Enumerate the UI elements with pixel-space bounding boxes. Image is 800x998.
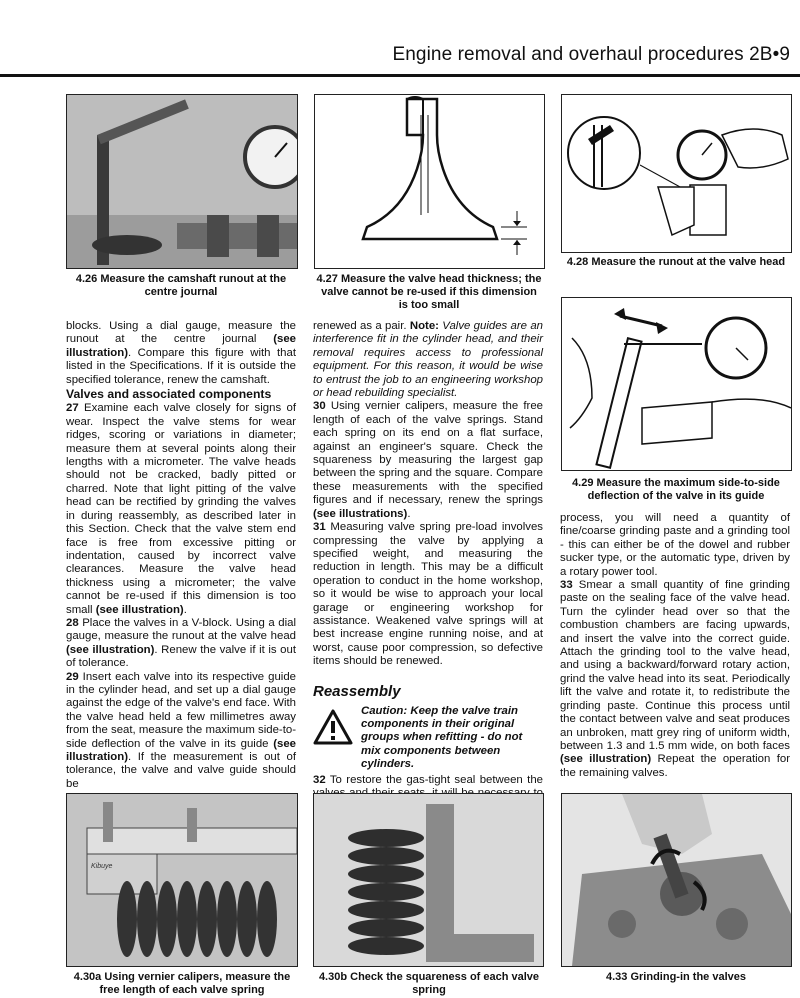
caution-box — [313, 705, 543, 772]
warning-triangle-icon — [313, 709, 353, 745]
photo-spring-squareness — [313, 793, 544, 967]
paragraph-28: 28 Place the valves in a V-block. Using a dial gauge, measure the runout at the valve head (see illustration). Renew the valve if it is out of tolerance. — [66, 616, 296, 670]
paragraph-29: 29 Insert each valve into its respective guide in the cylinder head, and set up a dial gauge against the edge of the valve's end face. With the valve head held a few millimetres away from the seat, measure the maximum side-to-side deflection of the valve in its guide (see illustration). If the measurement is out of tolerance, the valve and valve guide should be — [66, 670, 296, 790]
section-heading-reassembly: Reassembly — [313, 682, 401, 700]
paragraph-32: 32 To restore the gas-tight seal between the — [313, 773, 543, 786]
caption-fig-4-29: 4.29 Measure the maximum side-to-side deflection of the valve in its guide — [572, 477, 780, 502]
text-column-2 — [313, 320, 543, 814]
paragraph-process: process, you will need a quantity of fine/coarse grinding paste and a grinding tool - this can either be of the dowel and rubber sucker type, or the automatic type, driven by a rotary power tool. — [560, 512, 790, 578]
caption-fig-4-30a: 4.30a Using vernier calipers, measure the free length of each valve spring — [73, 971, 291, 996]
diagram-valve-deflection — [561, 297, 792, 471]
paragraph-blocks: blocks. Using a dial gauge, measure the runout at the centre journal (see illustration). Compare this figure with that listed in the Specifications. If it is outside the specified tolerance, renew the camshaft. — [66, 320, 296, 386]
subheading-valves: Valves and associated components — [66, 387, 272, 402]
paragraph-31: 31 Measuring valve spring pre-load involves compressing the valve by applying a specified weight, and measuring the reduction in length. This may be a difficult operation to conduct in the home workshop, so it would be wise to approach your local garage or engineering workshop for assistance. Weakened valve springs will at best increase engine running noise, and at worst, cause poor compression, so defective items should be renewed. — [313, 521, 543, 668]
diagram-valve-head-runout — [561, 94, 792, 253]
caution-text: Caution: Keep the valve train components in their original groups when refitting - do not mix components between cylinders. — [361, 704, 523, 771]
paragraph-renewed: renewed as a pair. Note: Valve guides are an interference fit in the cylinder head, and their removal requires access to professional equipment. For this reason, it would be wise to entrust the job to an engineering workshop or head rebuilding specialist. — [313, 320, 543, 400]
diagram-valve-head-thickness — [314, 94, 545, 269]
caption-fig-4-33: 4.33 Grinding-in the valves — [606, 971, 746, 983]
paragraph-33: 33 Smear a small quantity of fine grinding paste on the sealing face of the valve head. Turn the cylinder head over so that the combustion chambers are facing upwards, and insert the valve into the correct guide. Attach the grinding tool to the valve head, and using a backward/forward rotary action, grind the valve head into its seat. Periodically lift the valve and rotate it, to redistribute the grinding paste. Continue this process until the contact between valve and seat produces an unbroken, matt grey ring of uniform width, between 1.3 and 1.5 mm wide, on both faces (see illustration) Repeat the operation for the remaining valves. — [560, 579, 791, 779]
caption-fig-4-28: 4.28 Measure the runout at the valve head — [566, 256, 786, 268]
photo-vernier-calipers — [66, 793, 298, 967]
caliper-brand-text: Kibuye — [91, 863, 113, 870]
photo-grinding-valves — [561, 793, 792, 967]
text-column-3 — [560, 512, 790, 780]
caption-fig-4-30b: 4.30b Check the squareness of each valve spring — [318, 971, 540, 996]
page-header-title: Engine removal and overhaul procedures 2B•9 — [392, 44, 790, 65]
caption-fig-4-26: 4.26 Measure the camshaft runout at the centre journal — [75, 273, 287, 298]
caption-fig-4-27: 4.27 Measure the valve head thickness; the valve cannot be re-used if this dimension is too small — [316, 273, 542, 311]
photo-camshaft-runout — [66, 94, 298, 269]
paragraph-27: 27 Examine each valve closely for signs of wear. Inspect the valve stems for wear ridges, scoring or variations in diameter; measure them at several points along their lengths with a micrometer. The valve heads should not be cracked, badly pitted or charred. Note that light pitting of the valve head can be rectified by grinding the valves in during reassembly, as described later in this Section. Check that the valve stem end face is free from excessive pitting or indentation, caused by incorrect valve clearances. Measure the valve head thickness using a micrometer; the valve cannot be re-used if this dimension is too small (see illustration). — [66, 402, 296, 616]
header-rule — [0, 74, 800, 77]
text-column-1 — [66, 320, 296, 791]
paragraph-30: 30 Using vernier calipers, measure the free length of each of the valve springs. Stand each spring on its end on a flat surface, against an engineer's square. Check the squareness by measuring the largest gap between the spring and the square. Compare these measurements with the specified figures and if necessary, renew the springs (see illustrations). — [313, 400, 543, 520]
